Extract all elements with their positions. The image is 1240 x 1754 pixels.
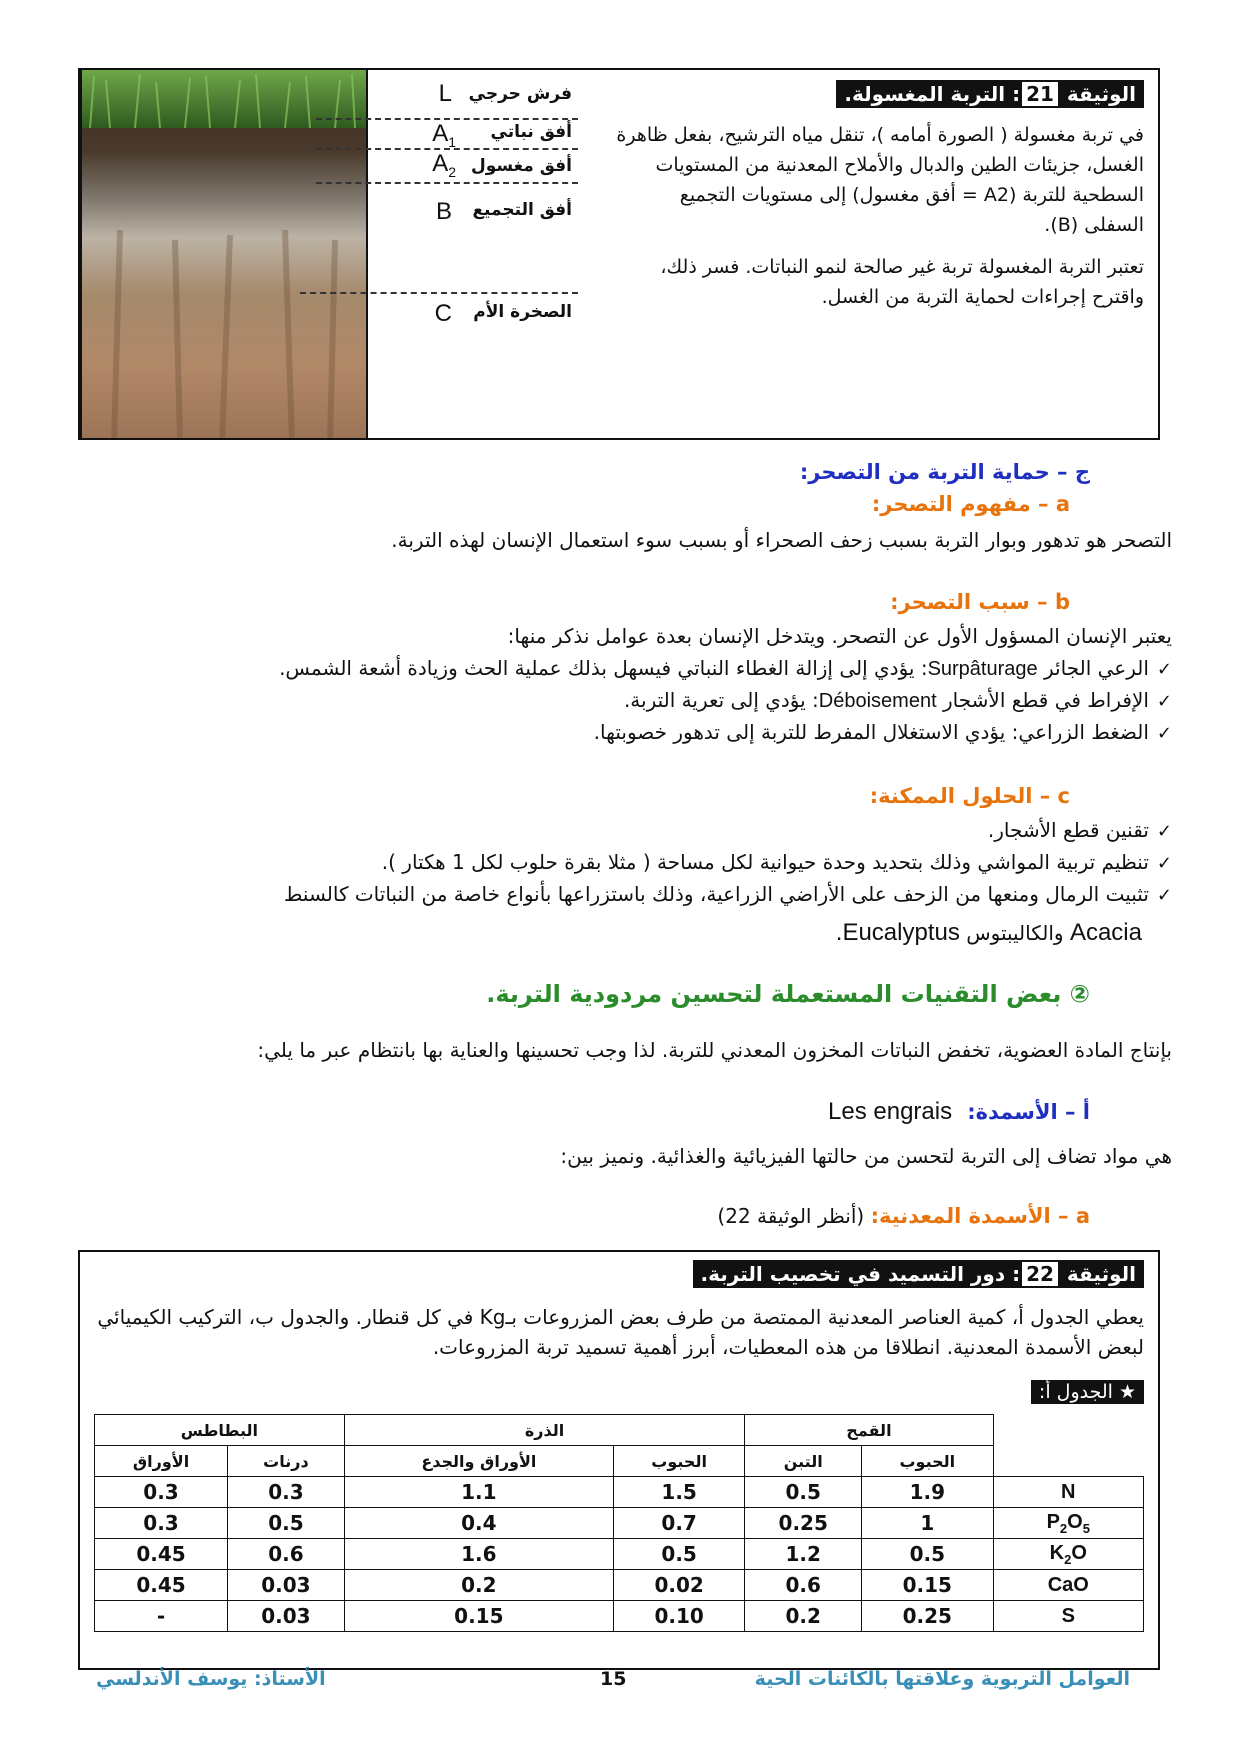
horizon-name: أفق نباتي — [490, 122, 572, 142]
subsection-c-title: c – الحلول الممكنة: — [869, 784, 1070, 808]
check-icon: ✓ — [1156, 853, 1172, 874]
value-cell: 0.2 — [344, 1570, 613, 1601]
table-row — [95, 1601, 1144, 1632]
value-cell: 1.5 — [613, 1477, 744, 1508]
horizon-letter: B — [435, 198, 452, 225]
check-icon: ✓ — [1156, 885, 1172, 906]
horizon-letter: $A_1$ — [432, 120, 456, 150]
part-header: التبن — [745, 1446, 862, 1477]
mineral-fertilizers-title: a – الأسمدة المعدنية: (أنظر الوثيقة 22) — [717, 1204, 1090, 1228]
table-a-label: ★ الجدول أ: — [1031, 1380, 1144, 1404]
section-2-title: ② بعض التقنيات المستعملة لتحسين مردودية التربة. — [486, 980, 1090, 1008]
document-21-box — [78, 68, 1160, 440]
cause-item: ✓الرعي الجائر Surpâturage: يؤدي إلى إزالة الغطاء النباتي فيسهل بذلك عملية الحث وزيادة أشعة الشمس. — [279, 656, 1172, 680]
value-cell: 0.6 — [228, 1539, 345, 1570]
value-cell: 0.25 — [745, 1508, 862, 1539]
page-number: 15 — [600, 1668, 627, 1690]
value-cell: 0.5 — [745, 1477, 862, 1508]
horizon-letter: C — [434, 300, 452, 327]
element-cell: $P_2O_5$ — [993, 1508, 1144, 1539]
document-21-text — [602, 70, 1158, 438]
value-cell: 0.25 — [862, 1601, 993, 1632]
check-icon: ✓ — [1156, 821, 1172, 842]
part-header: الأوراق والجدع — [344, 1446, 613, 1477]
soil-profile-image — [80, 70, 366, 438]
title-prefix: الوثيقة — [1066, 82, 1136, 106]
part-header: الحبوب — [613, 1446, 744, 1477]
table-row — [95, 1570, 1144, 1601]
fertilizers-title: أ – الأسمدة: Les engrais — [828, 1098, 1090, 1125]
title-number: 21 — [1022, 82, 1058, 106]
part-header: درنات — [228, 1446, 345, 1477]
element-cell: N — [993, 1477, 1144, 1508]
value-cell: 0.3 — [95, 1477, 228, 1508]
value-cell: 0.10 — [613, 1601, 744, 1632]
part-header: الحبوب — [862, 1446, 993, 1477]
value-cell: 1.1 — [344, 1477, 613, 1508]
value-cell: 1.9 — [862, 1477, 993, 1508]
footer-teacher: الأستاذ: يوسف الأندلسي — [96, 1668, 326, 1690]
table-row — [95, 1508, 1144, 1539]
horizon-labels — [366, 70, 602, 438]
solution-item-continuation: Acacia والكاليبتوس Eucalyptus. — [835, 919, 1142, 946]
value-cell: 0.3 — [228, 1477, 345, 1508]
value-cell: 0.45 — [95, 1539, 228, 1570]
value-cell: 0.3 — [95, 1508, 228, 1539]
element-cell: $K_2O$ — [993, 1539, 1144, 1570]
desertification-definition: التصحر هو تدهور وبوار التربة بسبب زحف الصحراء أو بسبب سوء استعمال الإنسان لهذه التربة. — [391, 528, 1172, 552]
horizon-boundary — [300, 292, 578, 294]
part-header: الأوراق — [95, 1446, 228, 1477]
value-cell: 0.5 — [862, 1539, 993, 1570]
subsection-b-title: b – سبب التصحر: — [890, 590, 1070, 614]
value-cell: - — [95, 1601, 228, 1632]
table-row — [95, 1539, 1144, 1570]
value-cell: 0.2 — [745, 1601, 862, 1632]
horizon-boundary — [316, 148, 578, 150]
section-2-intro: بإنتاج المادة العضوية، تخفض النباتات المخزون المعدني للتربة. لذا وجب تحسينها والعناية بها بانتظام عبر ما يلي: — [257, 1038, 1172, 1062]
value-cell: 0.03 — [228, 1601, 345, 1632]
horizon-name: أفق مغسول — [470, 156, 572, 176]
value-cell: 0.15 — [344, 1601, 613, 1632]
value-cell: 1.6 — [344, 1539, 613, 1570]
horizon-boundary — [316, 182, 578, 184]
value-cell: 0.6 — [745, 1570, 862, 1601]
horizon-boundary — [316, 118, 578, 120]
value-cell: 0.5 — [613, 1539, 744, 1570]
value-cell: 0.4 — [344, 1508, 613, 1539]
horizon-name: فرش حرجي — [468, 84, 572, 104]
horizon-name: أفق التجميع — [472, 200, 572, 220]
solution-item: ✓تقنين قطع الأشجار. — [987, 818, 1172, 842]
document-22-title: الوثيقة 22: دور التسميد في تخصيب التربة. — [693, 1260, 1144, 1288]
document-21-paragraph-2: تعتبر التربة المغسولة تربة غير صالحة لنمو النباتات. فسر ذلك، واقترح إجراءات لحماية التربة من الغسل. — [660, 256, 1144, 308]
check-icon: ✓ — [1156, 723, 1172, 744]
document-22-text: يعطي الجدول أ، كمية العناصر المعدنية الممتصة من طرف بعض المزروعات بـKg في كل قنطار. والجدول ب، التركيب الكيميائي لبعض الأسمدة المعدنية. انطلاقا من هذه المعطيات، أبرز أهمية تسميد تربة المزروعات. — [97, 1305, 1144, 1359]
document-21-title — [836, 80, 1144, 108]
value-cell: 0.02 — [613, 1570, 744, 1601]
value-cell: 0.45 — [95, 1570, 228, 1601]
element-cell: S — [993, 1601, 1144, 1632]
element-cell: CaO — [993, 1570, 1144, 1601]
causes-intro: يعتبر الإنسان المسؤول الأول عن التصحر. ويتدخل الإنسان بعدة عوامل نذكر منها: — [507, 624, 1172, 648]
crop-header: القمح — [745, 1415, 993, 1446]
crop-header: الذرة — [344, 1415, 745, 1446]
cause-item: ✓الإفراط في قطع الأشجار Déboisement: يؤدي إلى تعرية التربة. — [623, 688, 1172, 712]
solution-item: ✓تثبيت الرمال ومنعها من الزحف على الأراضي الزراعية، وذلك باستزراعها بأنواع خاصة من النباتات كالسنط — [283, 882, 1172, 906]
check-icon: ✓ — [1156, 691, 1172, 712]
document-21-paragraph-1: في تربة مغسولة ( الصورة أمامه )، تنقل مياه الترشيح، بفعل ظاهرة الغسل، جزيئات الطين والدبال والأملاح المعدنية من المستويات السطحية للتربة (A2 = أفق مغسول) إلى مستويات التجميع السفلى (B). — [616, 124, 1144, 236]
value-cell: 0.15 — [862, 1570, 993, 1601]
horizon-letter: $A_2$ — [432, 150, 456, 180]
solution-item: ✓تنظيم تربية المواشي وذلك بتحديد وحدة حيوانية لكل مساحة ( مثلا بقرة حلوب لكل 1 هكتار ). — [381, 850, 1172, 874]
subsection-a-title: a – مفهوم التصحر: — [871, 492, 1070, 516]
title-text: : التربة المغسولة. — [844, 82, 1021, 106]
table-row — [95, 1477, 1144, 1508]
horizon-name: الصخرة الأم — [473, 302, 572, 322]
fertilizers-definition: هي مواد تضاف إلى التربة لتحسن من حالتها الفيزيائية والغذائية. ونميز بين: — [560, 1144, 1172, 1168]
cause-item: ✓الضغط الزراعي: يؤدي الاستغلال المفرط للتربة إلى تدهور خصوبتها. — [593, 720, 1172, 744]
value-cell: 1.2 — [745, 1539, 862, 1570]
table-a — [94, 1414, 1144, 1632]
value-cell: 0.03 — [228, 1570, 345, 1601]
section-c-title: ج – حماية التربة من التصحر: — [799, 460, 1090, 484]
value-cell: 1 — [862, 1508, 993, 1539]
footer-course-title: العوامل التربوية وعلاقتها بالكائنات الحية — [754, 1668, 1130, 1690]
check-icon: ✓ — [1156, 659, 1172, 680]
value-cell: 0.7 — [613, 1508, 744, 1539]
horizon-letter: L — [438, 80, 452, 107]
value-cell: 0.5 — [228, 1508, 345, 1539]
crop-header: البطاطس — [95, 1415, 345, 1446]
soil-profile-photo — [80, 70, 366, 438]
